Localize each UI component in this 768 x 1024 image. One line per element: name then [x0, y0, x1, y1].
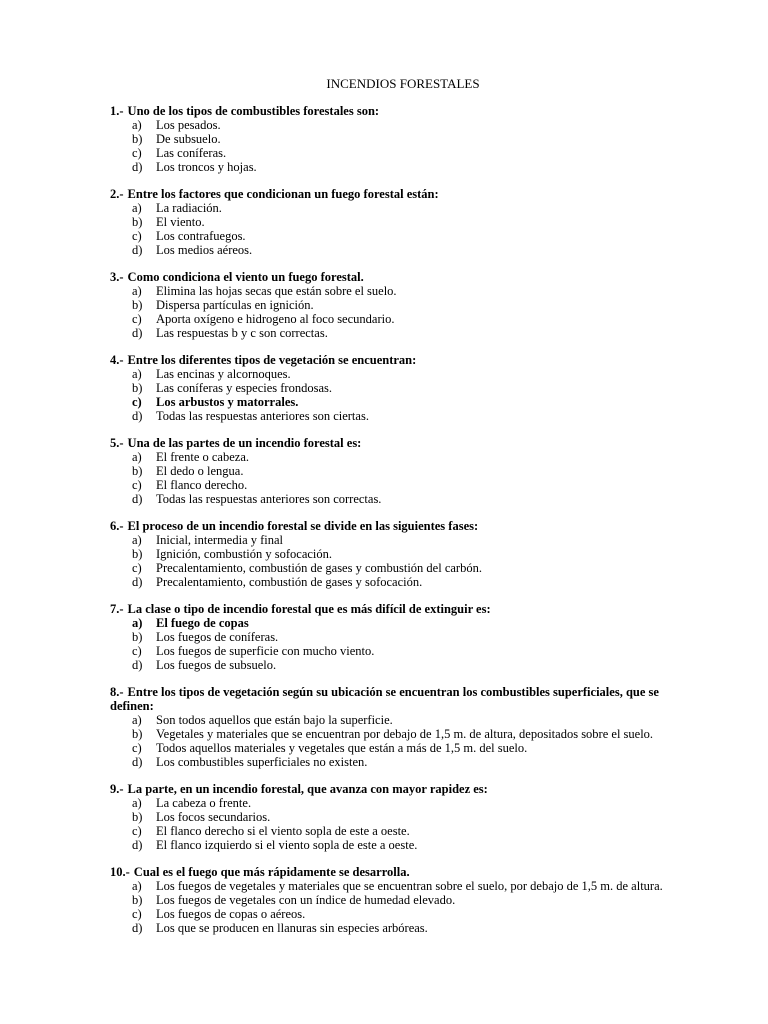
answer-option: [110, 118, 690, 132]
option-letter: b): [132, 630, 143, 644]
option-text: Precalentamiento, combustión de gases y combustión del carbón.: [156, 561, 482, 575]
answer-option: [110, 160, 690, 174]
answer-option: [110, 312, 690, 326]
option-text: Elimina las hojas secas que están sobre el suelo.: [156, 284, 397, 298]
answer-option: [110, 824, 690, 838]
option-letter: a): [132, 879, 142, 893]
question-statement: La clase o tipo de incendio forestal que es más difícil de extinguir es:: [127, 602, 491, 616]
option-letter: b): [132, 464, 143, 478]
option-letter: b): [132, 810, 143, 824]
question-number: 5.-: [110, 436, 124, 450]
option-text: El dedo o lengua.: [156, 464, 244, 478]
answer-option: [110, 907, 690, 921]
answer-option: [110, 326, 690, 340]
option-letter: c): [132, 741, 142, 755]
option-letter: b): [132, 132, 143, 146]
option-letter: a): [132, 118, 142, 132]
answer-option: [110, 658, 690, 672]
option-text: Las coníferas y especies frondosas.: [156, 381, 332, 395]
question-text: [110, 685, 690, 713]
question-text: [110, 602, 690, 616]
option-letter: c): [132, 478, 142, 492]
answer-option: [110, 146, 690, 160]
option-text: Las coníferas.: [156, 146, 227, 160]
option-letter: a): [132, 616, 143, 630]
answer-option: [110, 879, 690, 893]
option-letter: d): [132, 755, 143, 769]
answer-option: [110, 533, 690, 547]
option-text: Dispersa partículas en ignición.: [156, 298, 314, 312]
answer-option: [110, 215, 690, 229]
option-text: Ignición, combustión y sofocación.: [156, 547, 333, 561]
option-text: Todos aquellos materiales y vegetales que están a más de 1,5 m. del suelo.: [156, 741, 528, 755]
answer-option: [110, 201, 690, 215]
question-statement: Entre los factores que condicionan un fuego forestal están:: [127, 187, 439, 201]
answer-option: [110, 630, 690, 644]
answer-option: [110, 450, 690, 464]
answer-option: [110, 561, 690, 575]
option-text: Las respuestas b y c son correctas.: [156, 326, 328, 340]
answer-option: [110, 492, 690, 506]
option-letter: b): [132, 893, 143, 907]
option-letter: c): [132, 229, 142, 243]
option-text: Los fuegos de copas o aéreos.: [156, 907, 306, 921]
option-letter: a): [132, 201, 142, 215]
option-text: Inicial, intermedia y final: [156, 533, 284, 547]
option-letter: a): [132, 367, 142, 381]
question-text: [110, 270, 690, 284]
question-statement: Entre los tipos de vegetación según su ubicación se encuentran los combustibles superficiales, que se definen:: [110, 685, 659, 713]
question-text: [110, 187, 690, 201]
answer-option: [110, 132, 690, 146]
option-letter: b): [132, 381, 143, 395]
answer-option: [110, 395, 690, 409]
option-text: El frente o cabeza.: [156, 450, 249, 464]
option-text: Los combustibles superficiales no existen.: [156, 755, 368, 769]
option-text: El fuego de copas: [156, 616, 249, 630]
question-statement: Como condiciona el viento un fuego forestal.: [127, 270, 364, 284]
option-letter: c): [132, 644, 142, 658]
option-text: El flanco derecho si el viento sopla de este a oeste.: [156, 824, 410, 838]
option-text: Precalentamiento, combustión de gases y sofocación.: [156, 575, 423, 589]
answer-option: [110, 229, 690, 243]
option-text: Todas las respuestas anteriores son ciertas.: [156, 409, 369, 423]
question-number: 6.-: [110, 519, 124, 533]
question-text: [110, 519, 690, 533]
option-text: De subsuelo.: [156, 132, 221, 146]
option-text: Los pesados.: [156, 118, 221, 132]
question-number: 3.-: [110, 270, 124, 284]
option-letter: b): [132, 215, 143, 229]
answer-option: [110, 616, 690, 630]
option-letter: d): [132, 658, 143, 672]
option-letter: c): [132, 907, 142, 921]
option-text: La cabeza o frente.: [156, 796, 252, 810]
option-letter: d): [132, 921, 143, 935]
option-text: Las encinas y alcornoques.: [156, 367, 291, 381]
question-number: 1.-: [110, 104, 124, 118]
option-text: Todas las respuestas anteriores son correctas.: [156, 492, 382, 506]
option-text: La radiación.: [156, 201, 222, 215]
option-text: Los contrafuegos.: [156, 229, 246, 243]
question-list: [110, 104, 690, 948]
option-letter: b): [132, 727, 143, 741]
option-text: Los arbustos y matorrales.: [156, 395, 299, 409]
question-9: [110, 782, 690, 852]
option-text: El flanco derecho.: [156, 478, 248, 492]
answer-option: [110, 644, 690, 658]
answer-option: [110, 464, 690, 478]
option-letter: c): [132, 395, 142, 409]
answer-option: [110, 243, 690, 257]
question-statement: La parte, en un incendio forestal, que avanza con mayor rapidez es:: [127, 782, 488, 796]
option-text: Aporta oxígeno e hidrogeno al foco secundario.: [156, 312, 395, 326]
answer-option: [110, 298, 690, 312]
answer-option: [110, 381, 690, 395]
question-5: [110, 436, 690, 506]
question-statement: Una de las partes de un incendio forestal es:: [127, 436, 362, 450]
answer-option: [110, 547, 690, 561]
option-letter: c): [132, 561, 142, 575]
option-text: Los fuegos de coníferas.: [156, 630, 279, 644]
answer-option: [110, 921, 690, 935]
question-text: [110, 436, 690, 450]
answer-option: [110, 367, 690, 381]
option-letter: d): [132, 838, 143, 852]
question-text: [110, 104, 690, 118]
question-text: [110, 353, 690, 367]
option-letter: d): [132, 160, 143, 174]
question-1: [110, 104, 690, 174]
option-text: Los medios aéreos.: [156, 243, 253, 257]
option-text: Los focos secundarios.: [156, 810, 271, 824]
question-number: 7.-: [110, 602, 124, 616]
option-text: Vegetales y materiales que se encuentran por debajo de 1,5 m. de altura, depositados sobre el suelo.: [156, 727, 654, 741]
question-statement: Entre los diferentes tipos de vegetación se encuentran:: [127, 353, 417, 367]
question-statement: Uno de los tipos de combustibles forestales son:: [127, 104, 380, 118]
question-2: [110, 187, 690, 257]
option-letter: a): [132, 796, 142, 810]
option-letter: a): [132, 533, 142, 547]
option-letter: b): [132, 547, 143, 561]
option-letter: c): [132, 824, 142, 838]
question-3: [110, 270, 690, 340]
option-letter: d): [132, 575, 143, 589]
answer-option: [110, 741, 690, 755]
question-number: 2.-: [110, 187, 124, 201]
question-number: 8.-: [110, 685, 124, 699]
option-text: El viento.: [156, 215, 205, 229]
option-letter: a): [132, 450, 142, 464]
option-letter: d): [132, 409, 143, 423]
question-text: [110, 865, 690, 879]
answer-option: [110, 575, 690, 589]
question-10: [110, 865, 690, 935]
option-text: El flanco izquierdo si el viento sopla de este a oeste.: [156, 838, 418, 852]
option-text: Los fuegos de superficie con mucho viento.: [156, 644, 375, 658]
option-letter: c): [132, 312, 142, 326]
question-8: [110, 685, 690, 769]
question-number: 4.-: [110, 353, 124, 367]
question-text: [110, 782, 690, 796]
question-statement: Cual es el fuego que más rápidamente se desarrolla.: [133, 865, 410, 879]
answer-option: [110, 478, 690, 492]
option-letter: d): [132, 326, 143, 340]
answer-option: [110, 713, 690, 727]
question-7: [110, 602, 690, 672]
answer-option: [110, 893, 690, 907]
answer-option: [110, 755, 690, 769]
option-letter: d): [132, 243, 143, 257]
question-4: [110, 353, 690, 423]
question-statement: El proceso de un incendio forestal se divide en las siguientes fases:: [127, 519, 479, 533]
option-letter: a): [132, 713, 142, 727]
option-text: Los fuegos de vegetales y materiales que se encuentran sobre el suelo, por debajo de 1,5 m. de altura.: [156, 879, 663, 893]
answer-option: [110, 727, 690, 741]
page-title: INCENDIOS FORESTALES: [326, 76, 480, 91]
answer-option: [110, 810, 690, 824]
question-number: 9.-: [110, 782, 124, 796]
answer-option: [110, 796, 690, 810]
option-letter: b): [132, 298, 143, 312]
option-text: Son todos aquellos que están bajo la superficie.: [156, 713, 393, 727]
question-6: [110, 519, 690, 589]
option-letter: a): [132, 284, 142, 298]
option-text: Los fuegos de subsuelo.: [156, 658, 277, 672]
option-letter: c): [132, 146, 142, 160]
answer-option: [110, 838, 690, 852]
question-number: 10.-: [110, 865, 130, 879]
option-letter: d): [132, 492, 143, 506]
answer-option: [110, 409, 690, 423]
option-text: Los que se producen en llanuras sin especies arbóreas.: [156, 921, 428, 935]
option-text: Los troncos y hojas.: [156, 160, 257, 174]
answer-option: [110, 284, 690, 298]
option-text: Los fuegos de vegetales con un índice de humedad elevado.: [156, 893, 456, 907]
